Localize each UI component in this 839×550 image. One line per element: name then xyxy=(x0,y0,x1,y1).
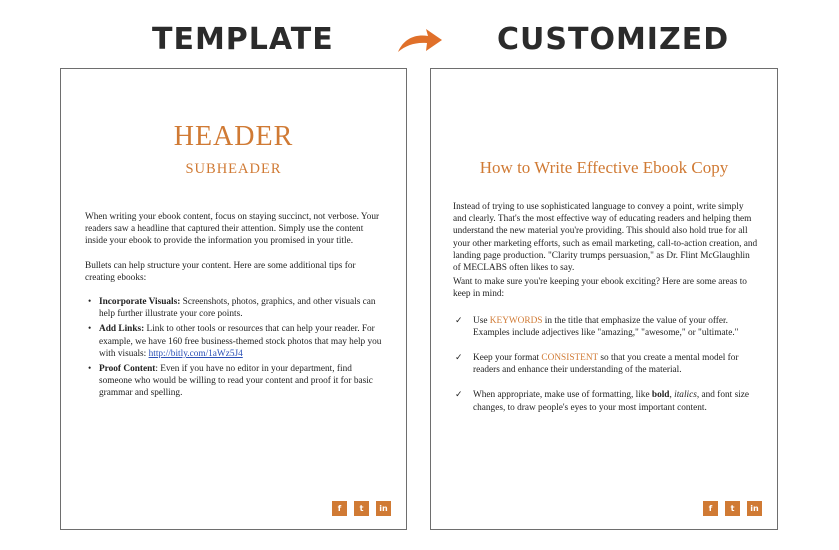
template-bullet-list xyxy=(85,296,385,400)
linkedin-icon[interactable]: in xyxy=(747,501,762,516)
template-page xyxy=(60,68,407,530)
customized-paragraph-2: Want to make sure you're keeping your ebook exciting? Here are some areas to keep in mind: xyxy=(453,277,747,300)
check-item: ✓ Use KEYWORDS in the title that emphasize the value of your offer. Examples include adjectives like "amazing," "awesome," or "ultimate." xyxy=(455,315,739,338)
check-icon: ✓ xyxy=(455,315,463,326)
customized-paragraph-1: Instead of trying to use sophisticated language to convey a point, write simply and clearly. That's the most effective way of educating readers and helping them understand the new material you're providing. This should also hold true for all your other marketing efforts, such as email marketing, call-to-action creation, and landing page production. "Clarity trumps persuasion," as Dr. Flint McGlaughlin of MECLABS often likes to say. xyxy=(453,202,758,274)
bullet-item: • Proof Content: Even if you have no editor in your department, find someone who would be willing to read your content and proof it for basic grammar and spelling. xyxy=(85,363,385,400)
template-header: HEADER xyxy=(173,121,294,152)
template-paragraph-2: Bullets can help structure your content. Here are some additional tips for creating ebooks: xyxy=(85,260,356,283)
social-icons xyxy=(703,501,762,516)
customized-title: How to Write Effective Ebook Copy xyxy=(479,158,729,177)
bullet-item: • Add Links: Link to other tools or resources that can help your reader. For example, we have 160 free business-themed stock photos that may help you with visuals: http://bitly.com/1aWz5J4 xyxy=(85,323,385,360)
template-label: TEMPLATE xyxy=(152,22,334,57)
linkedin-icon[interactable]: in xyxy=(376,501,391,516)
check-item: ✓ Keep your format CONSISTENT so that you create a mental model for readers and enhance their understanding of the material. xyxy=(455,353,739,376)
check-icon: ✓ xyxy=(455,390,463,401)
twitter-icon[interactable]: t xyxy=(725,501,740,516)
template-paragraph-1: When writing your ebook content, focus on staying succinct, not verbose. Your readers saw a headline that captured their attention. Simply use the content inside your ebook to provide the information you promised in your title. xyxy=(85,212,380,247)
customized-body xyxy=(453,201,759,427)
facebook-icon[interactable]: f xyxy=(332,501,347,516)
facebook-icon[interactable]: f xyxy=(703,501,718,516)
bullet-item: • Incorporate Visuals: Screenshots, photos, graphics, and other visuals can help further illustrate your core points. xyxy=(85,296,385,320)
social-icons xyxy=(332,501,391,516)
template-body xyxy=(85,211,385,403)
template-subheader: SUBHEADER xyxy=(185,161,282,177)
customized-label: CUSTOMIZED xyxy=(497,22,730,57)
twitter-icon[interactable]: t xyxy=(354,501,369,516)
customized-check-list xyxy=(453,315,759,414)
stock-photos-link[interactable]: http://bitly.com/1aWz5J4 xyxy=(148,348,243,359)
check-icon: ✓ xyxy=(455,353,463,364)
check-item: ✓ When appropriate, make use of formatting, like bold, italics, and font size changes, to draw people's eyes to your most important content. xyxy=(455,390,750,413)
curved-arrow-icon xyxy=(396,26,444,58)
customized-page xyxy=(430,68,778,530)
